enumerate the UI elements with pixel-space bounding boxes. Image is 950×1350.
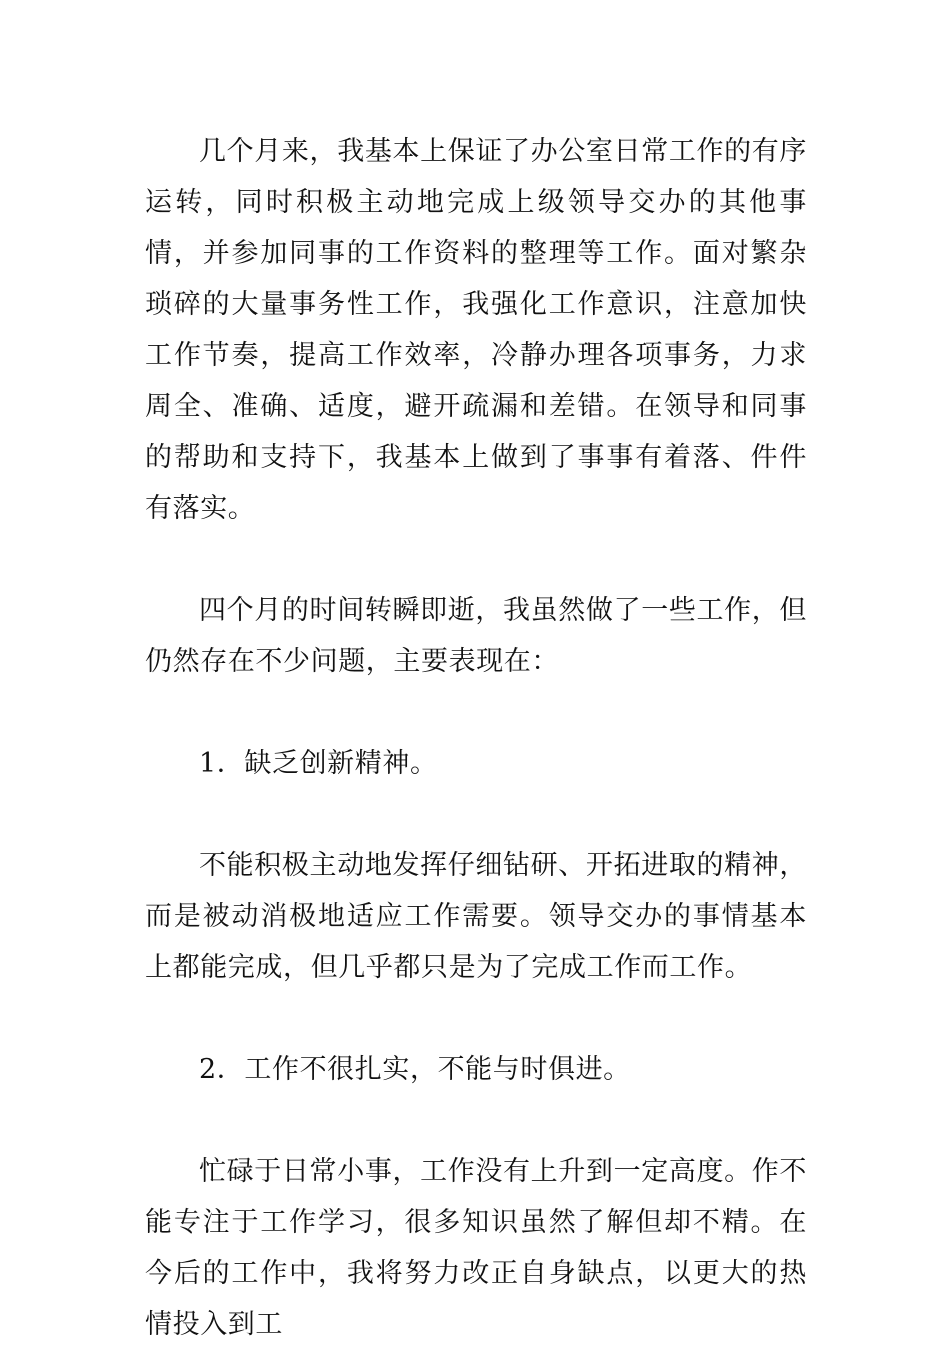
heading-point-1: 1．缺乏创新精神。 (199, 748, 438, 779)
document-page (145, 126, 807, 1350)
paragraph-point-2-detail: 忙碌于日常小事，工作没有上升到一定高度。作不能专注于工作学习，很多知识虽然了解但却不精。在今后的工作中，我将努力改正自身缺点，以更大的热情投入到工 (145, 1156, 807, 1340)
heading-point-2: 2．工作不很扎实，不能与时俱进。 (199, 1054, 631, 1085)
paragraph-problems-intro: 四个月的时间转瞬即逝，我虽然做了一些工作，但仍然存在不少问题，主要表现在： (145, 595, 807, 677)
paragraph-point-1-detail: 不能积极主动地发挥仔细钻研、开拓进取的精神，而是被动消极地适应工作需要。领导交办的事情基本上都能完成，但几乎都只是为了完成工作而工作。 (145, 850, 807, 983)
paragraph-work-summary: 几个月来，我基本上保证了办公室日常工作的有序运转，同时积极主动地完成上级领导交办的其他事情，并参加同事的工作资料的整理等工作。面对繁杂琐碎的大量事务性工作，我强化工作意识，注意加快工作节奏，提高工作效率，冷静办理各项事务，力求周全、准确、适度，避开疏漏和差错。在领导和同事的帮助和支持下，我基本上做到了事事有着落、件件有落实。 (145, 136, 807, 524)
